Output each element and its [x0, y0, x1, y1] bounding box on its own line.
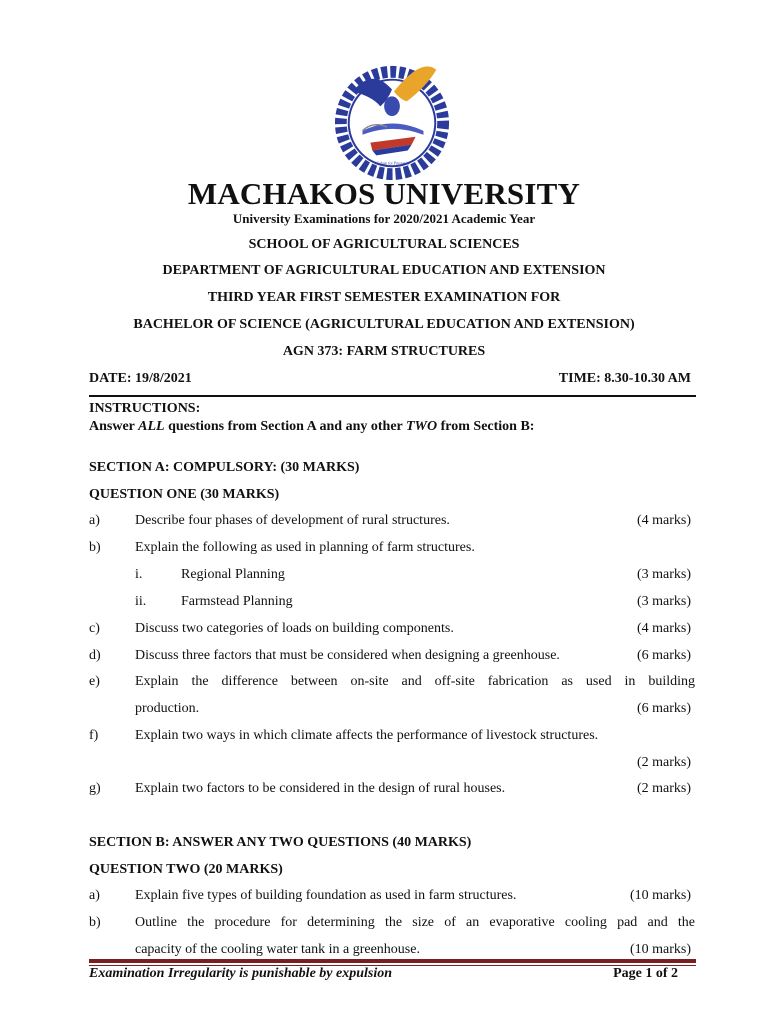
item-text: Outline the procedure for determining the size of an evaporative cooling pad and the: [135, 915, 695, 930]
section-a-title: SECTION A: COMPULSORY: (30 MARKS): [89, 460, 360, 475]
footer-divider: [89, 959, 696, 963]
university-name: MACHAKOS UNIVERSITY: [187, 176, 581, 211]
svg-text:Wisdom for Prosperity: Wisdom for Prosperity: [374, 160, 410, 166]
item-text: Discuss three factors that must be considered when designing a greenhouse.: [135, 648, 560, 663]
item-marks: (3 marks): [636, 594, 691, 609]
exam-title: THIRD YEAR FIRST SEMESTER EXAMINATION FOR: [207, 290, 561, 305]
item-text: Explain five types of building foundation as used in farm structures.: [135, 888, 517, 903]
item-text-continued: capacity of the cooling water tank in a greenhouse.: [135, 942, 420, 957]
page-number: Page 1 of 2: [613, 966, 678, 981]
question-two-title: QUESTION TWO (20 MARKS): [89, 862, 283, 877]
item-marks: (6 marks): [636, 648, 691, 663]
department-name: DEPARTMENT OF AGRICULTURAL EDUCATION AND EXTENSION: [162, 263, 606, 278]
item-label: a): [89, 513, 100, 528]
course-title: AGN 373: FARM STRUCTURES: [282, 344, 486, 359]
school-name: SCHOOL OF AGRICULTURAL SCIENCES: [248, 237, 520, 252]
item-text: Explain two factors to be considered in the design of rural houses.: [135, 781, 506, 796]
item-label: e): [89, 674, 100, 689]
exam-date: DATE: 19/8/2021: [89, 371, 192, 386]
item-marks: (4 marks): [636, 621, 691, 636]
item-label: b): [89, 540, 101, 555]
exam-time: TIME: 8.30-10.30 AM: [558, 371, 691, 386]
item-text: Explain two ways in which climate affects the performance of livestock structures.: [135, 728, 599, 743]
subitem-text: Farmstead Planning: [181, 594, 293, 609]
footer-warning: Examination Irregularity is punishable by expulsion: [89, 966, 393, 981]
item-marks: (6 marks): [636, 701, 691, 716]
programme-name: BACHELOR OF SCIENCE (AGRICULTURAL EDUCATION AND EXTENSION): [133, 317, 635, 332]
item-label: g): [89, 781, 101, 796]
question-one-title: QUESTION ONE (30 MARKS): [89, 487, 280, 502]
item-label: d): [89, 648, 101, 663]
academic-year: University Examinations for 2020/2021 Academic Year: [232, 211, 536, 226]
item-label: c): [89, 621, 100, 636]
subitem-label: ii.: [135, 594, 147, 609]
instructions-text: Answer ALL questions from Section A and any other TWO from Section B:: [89, 419, 535, 434]
item-marks: (10 marks): [629, 942, 691, 957]
item-marks: (3 marks): [636, 567, 691, 582]
header-divider: [89, 395, 696, 397]
item-label: b): [89, 915, 101, 930]
section-b-title: SECTION B: ANSWER ANY TWO QUESTIONS (40 MARKS): [89, 835, 472, 850]
item-text: Discuss two categories of loads on building components.: [135, 621, 454, 636]
item-marks: (4 marks): [636, 513, 691, 528]
item-text: Explain the difference between on-site and off-site fabrication as used in building: [135, 674, 695, 689]
item-marks: (2 marks): [636, 781, 691, 796]
subitem-text: Regional Planning: [181, 567, 285, 582]
item-marks: (10 marks): [629, 888, 691, 903]
item-label: f): [89, 728, 99, 743]
subitem-label: i.: [135, 567, 143, 582]
item-text-continued: production.: [135, 701, 200, 716]
item-marks: (2 marks): [636, 755, 691, 770]
instructions-title: INSTRUCTIONS:: [89, 401, 201, 416]
item-label: a): [89, 888, 100, 903]
university-crest-logo: [333, 62, 451, 180]
item-text: Describe four phases of development of rural structures.: [135, 513, 450, 528]
item-text: Explain the following as used in planning of farm structures.: [135, 540, 475, 555]
